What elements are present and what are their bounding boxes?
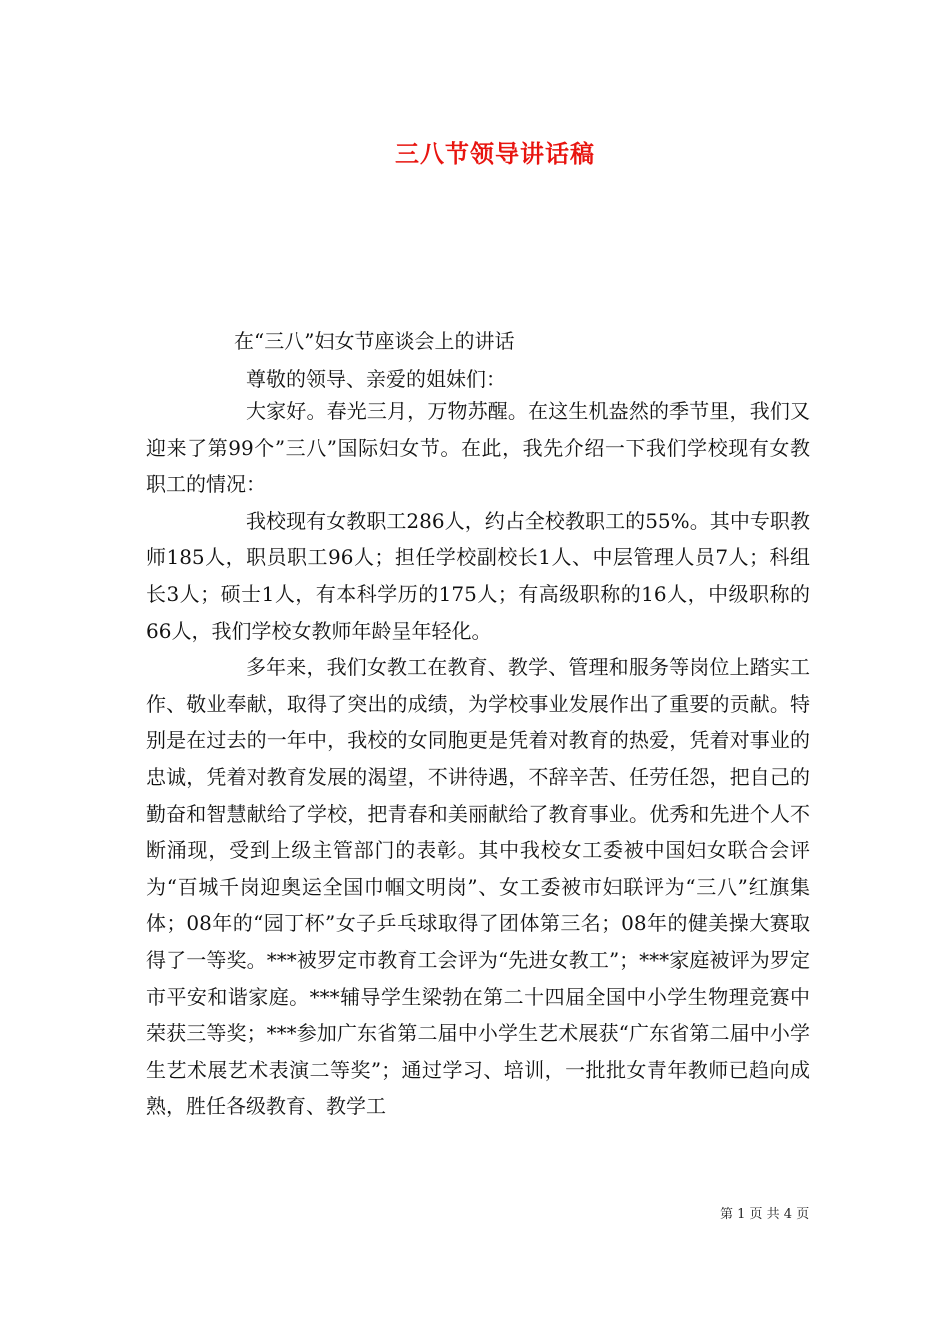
body-text (146, 393, 810, 1125)
document-title: 三八节领导讲话稿 (395, 139, 595, 168)
speech-subtitle: 在“三八”妇女节座谈会上的讲话 (234, 329, 515, 353)
salutation: 尊敬的领导、亲爱的姐妹们： (246, 367, 506, 391)
paragraph: 大家好。春光三月，万物苏醒。在这生机盎然的季节里，我们又迎来了第99个”三八”国际妇女节。在此，我先介绍一下我们学校现有女教职工的情况： (146, 399, 810, 497)
paragraph: 多年来，我们女教工在教育、教学、管理和服务等岗位上踏实工作、敬业奉献，取得了突出的成绩，为学校事业发展作出了重要的贡献。特别是在过去的一年中，我校的女同胞更是凭着对教育的热爱，凭着对事业的忠诚，凭着对教育发展的渴望，不讲待遇，不辞辛苦、任劳任怨，把自己的勤奋和智慧献给了学校，把青春和美丽献给了教育事业。优秀和先进个人不断涌现，受到上级主管部门的表彰。其中我校女工委被中国妇女联合会评为“百城千岗迎奥运全国巾帼文明岗”、女工委被市妇联评为“三八”红旗集体；08年的“园丁杯”女子乒乓球取得了团体第三名；08年的健美操大赛取得了一等奖。***被罗定市教育工会评为“先进女教工”；***家庭被评为罗定市平安和谐家庭。***辅导学生梁勃在第二十四届全国中小学生物理竞赛中荣获三等奖；***参加广东省第二届中小学生艺术展获“广东省第二届中小学生艺术展艺术表演二等奖”；通过学习、培训，一批批女青年教师已趋向成熟，胜任各级教育、教学工 (146, 655, 810, 1119)
page-footer: 第 1 页 共 4 页 (720, 1207, 810, 1222)
paragraph: 我校现有女教职工286人，约占全校教职工的55%。其中专职教师185人，职员职工96人；担任学校副校长1人、中层管理人员7人；科组长3人；硕士1人，有本科学历的175人；有高级职称的16人，中级职称的66人，我们学校女教师年龄呈年轻化。 (146, 508, 810, 643)
